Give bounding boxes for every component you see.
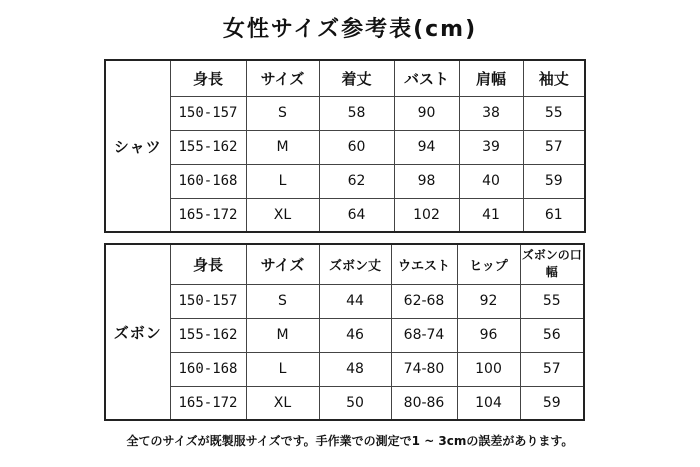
cell-pants-length: 50 (319, 386, 391, 420)
cell-bust: 98 (394, 164, 459, 198)
cell-shoulder: 39 (459, 130, 523, 164)
cell-hip: 96 (457, 318, 520, 352)
cell-waist: 68-74 (391, 318, 457, 352)
cell-bust: 102 (394, 198, 459, 232)
cell-shoulder: 38 (459, 96, 523, 130)
page-title: 女性サイズ参考表(cm) (222, 17, 478, 42)
cell-waist: 80-86 (391, 386, 457, 420)
cell-sleeve: 61 (523, 198, 585, 232)
header-size: サイズ (246, 60, 319, 96)
cell-length: 58 (319, 96, 394, 130)
cell-hem-width: 59 (520, 386, 584, 420)
cell-height: 155-162 (170, 318, 246, 352)
header-hem-width: ズボンの口幅 (520, 244, 584, 284)
header-hip: ヒップ (457, 244, 520, 284)
cell-hem-width: 55 (520, 284, 584, 318)
cell-height: 165-172 (170, 198, 246, 232)
shirt-size-table (104, 59, 586, 233)
table-row (105, 386, 584, 420)
cell-length: 62 (319, 164, 394, 198)
table-row (105, 352, 584, 386)
cell-height: 150-157 (170, 96, 246, 130)
cell-waist: 62-68 (391, 284, 457, 318)
header-size: サイズ (246, 244, 319, 284)
cell-length: 64 (319, 198, 394, 232)
cell-hip: 100 (457, 352, 520, 386)
header-shoulder: 肩幅 (459, 60, 523, 96)
cell-bust: 90 (394, 96, 459, 130)
cell-size: S (246, 284, 319, 318)
cell-size: L (246, 164, 319, 198)
cell-height: 160-168 (170, 164, 246, 198)
cell-hip: 104 (457, 386, 520, 420)
table-row (105, 284, 584, 318)
cell-size: M (246, 318, 319, 352)
shirt-group-label: シャツ (105, 60, 170, 232)
cell-sleeve: 57 (523, 130, 585, 164)
footnote: 全てのサイズが既製服サイズです。手作業での測定で1 ~ 3cmの誤差があります。 (126, 434, 574, 448)
cell-pants-length: 46 (319, 318, 391, 352)
cell-height: 155-162 (170, 130, 246, 164)
cell-sleeve: 59 (523, 164, 585, 198)
table-row (105, 198, 585, 232)
cell-height: 150-157 (170, 284, 246, 318)
cell-size: XL (246, 198, 319, 232)
cell-size: M (246, 130, 319, 164)
cell-bust: 94 (394, 130, 459, 164)
cell-height: 160-168 (170, 352, 246, 386)
table-row (105, 164, 585, 198)
cell-pants-length: 48 (319, 352, 391, 386)
cell-shoulder: 40 (459, 164, 523, 198)
cell-hip: 92 (457, 284, 520, 318)
pants-group-label: ズボン (105, 244, 170, 420)
cell-size: L (246, 352, 319, 386)
cell-waist: 74-80 (391, 352, 457, 386)
cell-pants-length: 44 (319, 284, 391, 318)
pants-size-table (104, 243, 585, 421)
header-bust: バスト (394, 60, 459, 96)
header-waist: ウエスト (391, 244, 457, 284)
cell-sleeve: 55 (523, 96, 585, 130)
table-header-row (105, 60, 585, 96)
header-height: 身長 (170, 60, 246, 96)
cell-height: 165-172 (170, 386, 246, 420)
header-pants-length: ズボン丈 (319, 244, 391, 284)
cell-length: 60 (319, 130, 394, 164)
table-header-row (105, 244, 584, 284)
cell-size: S (246, 96, 319, 130)
cell-size: XL (246, 386, 319, 420)
header-height: 身長 (170, 244, 246, 284)
cell-shoulder: 41 (459, 198, 523, 232)
table-row (105, 318, 584, 352)
header-sleeve: 袖丈 (523, 60, 585, 96)
table-row (105, 130, 585, 164)
cell-hem-width: 56 (520, 318, 584, 352)
cell-hem-width: 57 (520, 352, 584, 386)
table-row (105, 96, 585, 130)
header-length: 着丈 (319, 60, 394, 96)
